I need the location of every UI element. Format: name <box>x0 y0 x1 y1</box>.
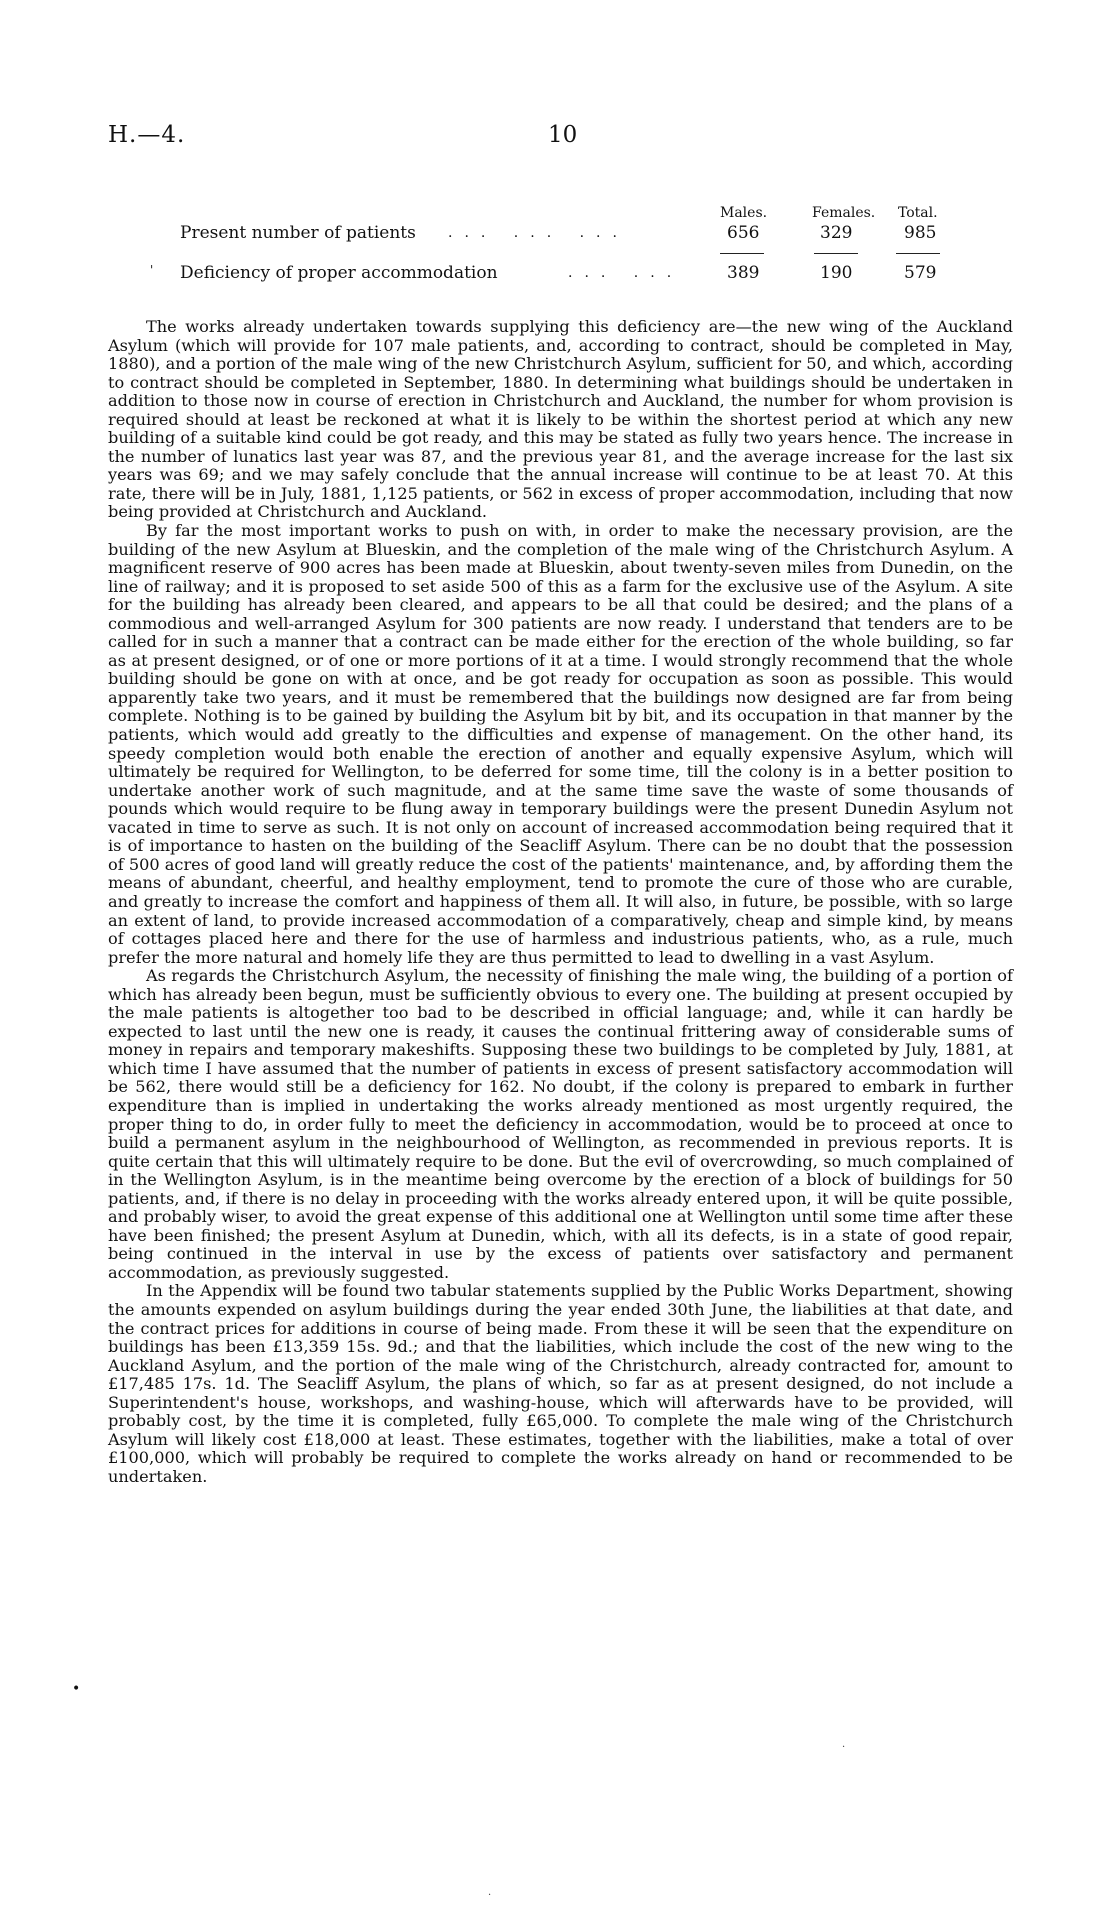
column-header-females: Females. <box>812 205 876 221</box>
margin-mark: • <box>72 1681 81 1697</box>
sum-rule <box>720 253 764 254</box>
column-header-males: Males. <box>720 205 768 221</box>
column-header-total: Total. <box>898 205 938 221</box>
document-reference: H.—4. <box>108 122 186 148</box>
page-header <box>108 122 1008 152</box>
row-label-present: Present number of patients <box>180 223 416 243</box>
leader-dots: ... ... <box>568 265 684 281</box>
paragraph: By far the most important works to push on with, in order to make the necessary provision, are the building of the new Asylum at Blueskin, and the completion of the male wing of the Christchurch Asylum. A magnificent reserve of 900 acres has been made at Blueskin, about twenty-seven miles from Dunedin, on the line of railway; and it is proposed to set aside 500 of this as a farm for the exclusive use of the Asylum. A site for the building has already been cleared, and appears to be all that could be desired; and the plans of a commodious and well-arranged Asylum for 300 patients are now ready. I understand that tenders are to be called for in such a manner that a contract can be made either for the erection of the whole building, so far as at present designed, or of one or more portions of it at a time. I would strongly recommend that the whole building should be gone on with at once, and be got ready for occupation as soon as possible. This would apparently take two years, and it must be remembered that the buildings now designed are far from being complete. Nothing is to be gained by building the Asylum bit by bit, and its occupation in that manner by the patients, which would add greatly to the difficulties and expense of management. On the other hand, its speedy completion would both enable the erection of another and equally expensive Asylum, which will ultimately be required for Wellington, to be deferred for some time, till the colony is in a better position to undertake another work of such magnitude, and at the same time save the waste of some thousands of pounds which would require to be flung away in temporary buildings were the present Dunedin Asylum not vacated in time to serve as such. It is not only on account of increased accommodation being required that it is of importance to hasten on the building of the Seacliff Asylum. There can be no doubt that the possession of 500 acres of good land will greatly reduce the cost of the patients' maintenance, and, by affording them the means of abundant, cheerful, and healthy employment, tend to promote the cure of those who are curable, and greatly to increase the comfort and happiness of them all. It will also, in future, be possible, with so large an extent of land, to provide increased accommodation of a comparatively, cheap and simple kind, by means of cottages placed here and there for the use of harmless and industrious patients, who, as a rule, much prefer the more natural and homely life they are thus permitted to lead to dwelling in a vast Asylum. <box>108 521 1013 967</box>
value-deficiency-total: 579 <box>904 263 937 283</box>
value-deficiency-females: 190 <box>820 263 853 283</box>
print-speck: · <box>488 1890 492 1901</box>
paragraph: In the Appendix will be found two tabular statements supplied by the Public Works Department, showing the amounts expended on asylum buildings during the year ended 30th June, the liabilities at that date, and the contract prices for additions in course of being made. From these it will be seen that the expenditure on buildings has been £13,359 15s. 9d.; and that the liabilities, which include the cost of the new wing to the Auckland Asylum, and the portion of the male wing of the Christchurch, already contracted for, amount to £17,485 17s. 1d. The Seacliff Asylum, the plans of which, so far as at present designed, do not include a Superintendent's house, workshops, and washing-house, which will afterwards have to be provided, will probably cost, by the time it is completed, fully £65,000. To complete the male wing of the Christchurch Asylum will likely cost £18,000 at least. These estimates, together with the liabilities, make a total of over £100,000, which will probably be required to complete the works already on hand or recommended to be undertaken. <box>108 1281 1013 1486</box>
row-label-deficiency: Deficiency of proper accommodation <box>180 263 498 283</box>
value-present-females: 329 <box>820 223 853 243</box>
sum-rule <box>896 253 940 254</box>
value-present-total: 985 <box>904 223 937 243</box>
body-text <box>108 318 1013 1486</box>
paragraph: The works already undertaken towards supplying this deficiency are—the new wing of the Auckland Asylum (which will provide for 107 male patients, and, according to contract, should be completed in May, 1880), and a portion of the male wing of the new Christchurch Asylum, sufficient for 50, and which, according to contract should be completed in September, 1880. In determining what buildings should be undertaken in addition to those now in course of erection in Christchurch and Auckland, the number for whom provision is required should at least be reckoned at what it is likely to be within the shortest period at which any new building of a suitable kind could be got ready, and this may be stated as fully two years hence. The increase in the number of lunatics last year was 87, and the previous year 81, and the average increase for the last six years was 69; and we may safely conclude that the annual increase will continue to be at least 70. At this rate, there will be in July, 1881, 1,125 patients, or 562 in excess of proper accommodation, including that now being provided at Christchurch and Auckland. <box>108 317 1013 522</box>
page-number: 10 <box>548 122 578 148</box>
margin-mark: ' <box>150 263 154 277</box>
print-speck: · <box>842 1742 846 1753</box>
patients-table <box>150 205 940 305</box>
value-deficiency-males: 389 <box>727 263 760 283</box>
value-present-males: 656 <box>727 223 760 243</box>
paragraph: As regards the Christchurch Asylum, the necessity of finishing the male wing, the building of a portion of which has already been begun, must be sufficiently obvious to every one. The building at present occupied by the male patients is altogether too bad to be described in official language; and, while it can hardly be expected to last until the new one is ready, it causes the continual frittering away of considerable sums of money in repairs and temporary makeshifts. Supposing these two buildings to be completed by July, 1881, at which time I have assumed that the number of patients in excess of present satisfactory accommodation will be 562, there would still be a deficiency for 162. No doubt, if the colony is prepared to embark in further expenditure than is implied in undertaking the works already mentioned as most urgently required, the proper thing to do, in order fully to meet the deficiency in accommodation, would be to proceed at once to build a permanent asylum in the neighbourhood of Wellington, as recommended in previous reports. It is quite certain that this will ultimately require to be done. But the evil of overcrowding, so much complained of in the Wellington Asylum, is in the meantime being overcome by the erection of a block of buildings for 50 patients, and, if there is no delay in proceeding with the works already entered upon, it will be quite possible, and probably wiser, to avoid the great expense of this additional one at Wellington until some time after these have been finished; the present Asylum at Dunedin, which, with all its defects, is in a state of good repair, being continued in the interval in use by the excess of patients over satisfactory and permanent accommodation, as previously suggested. <box>108 966 1013 1282</box>
leader-dots: ... ... ... <box>448 225 629 241</box>
sum-rule <box>814 253 858 254</box>
